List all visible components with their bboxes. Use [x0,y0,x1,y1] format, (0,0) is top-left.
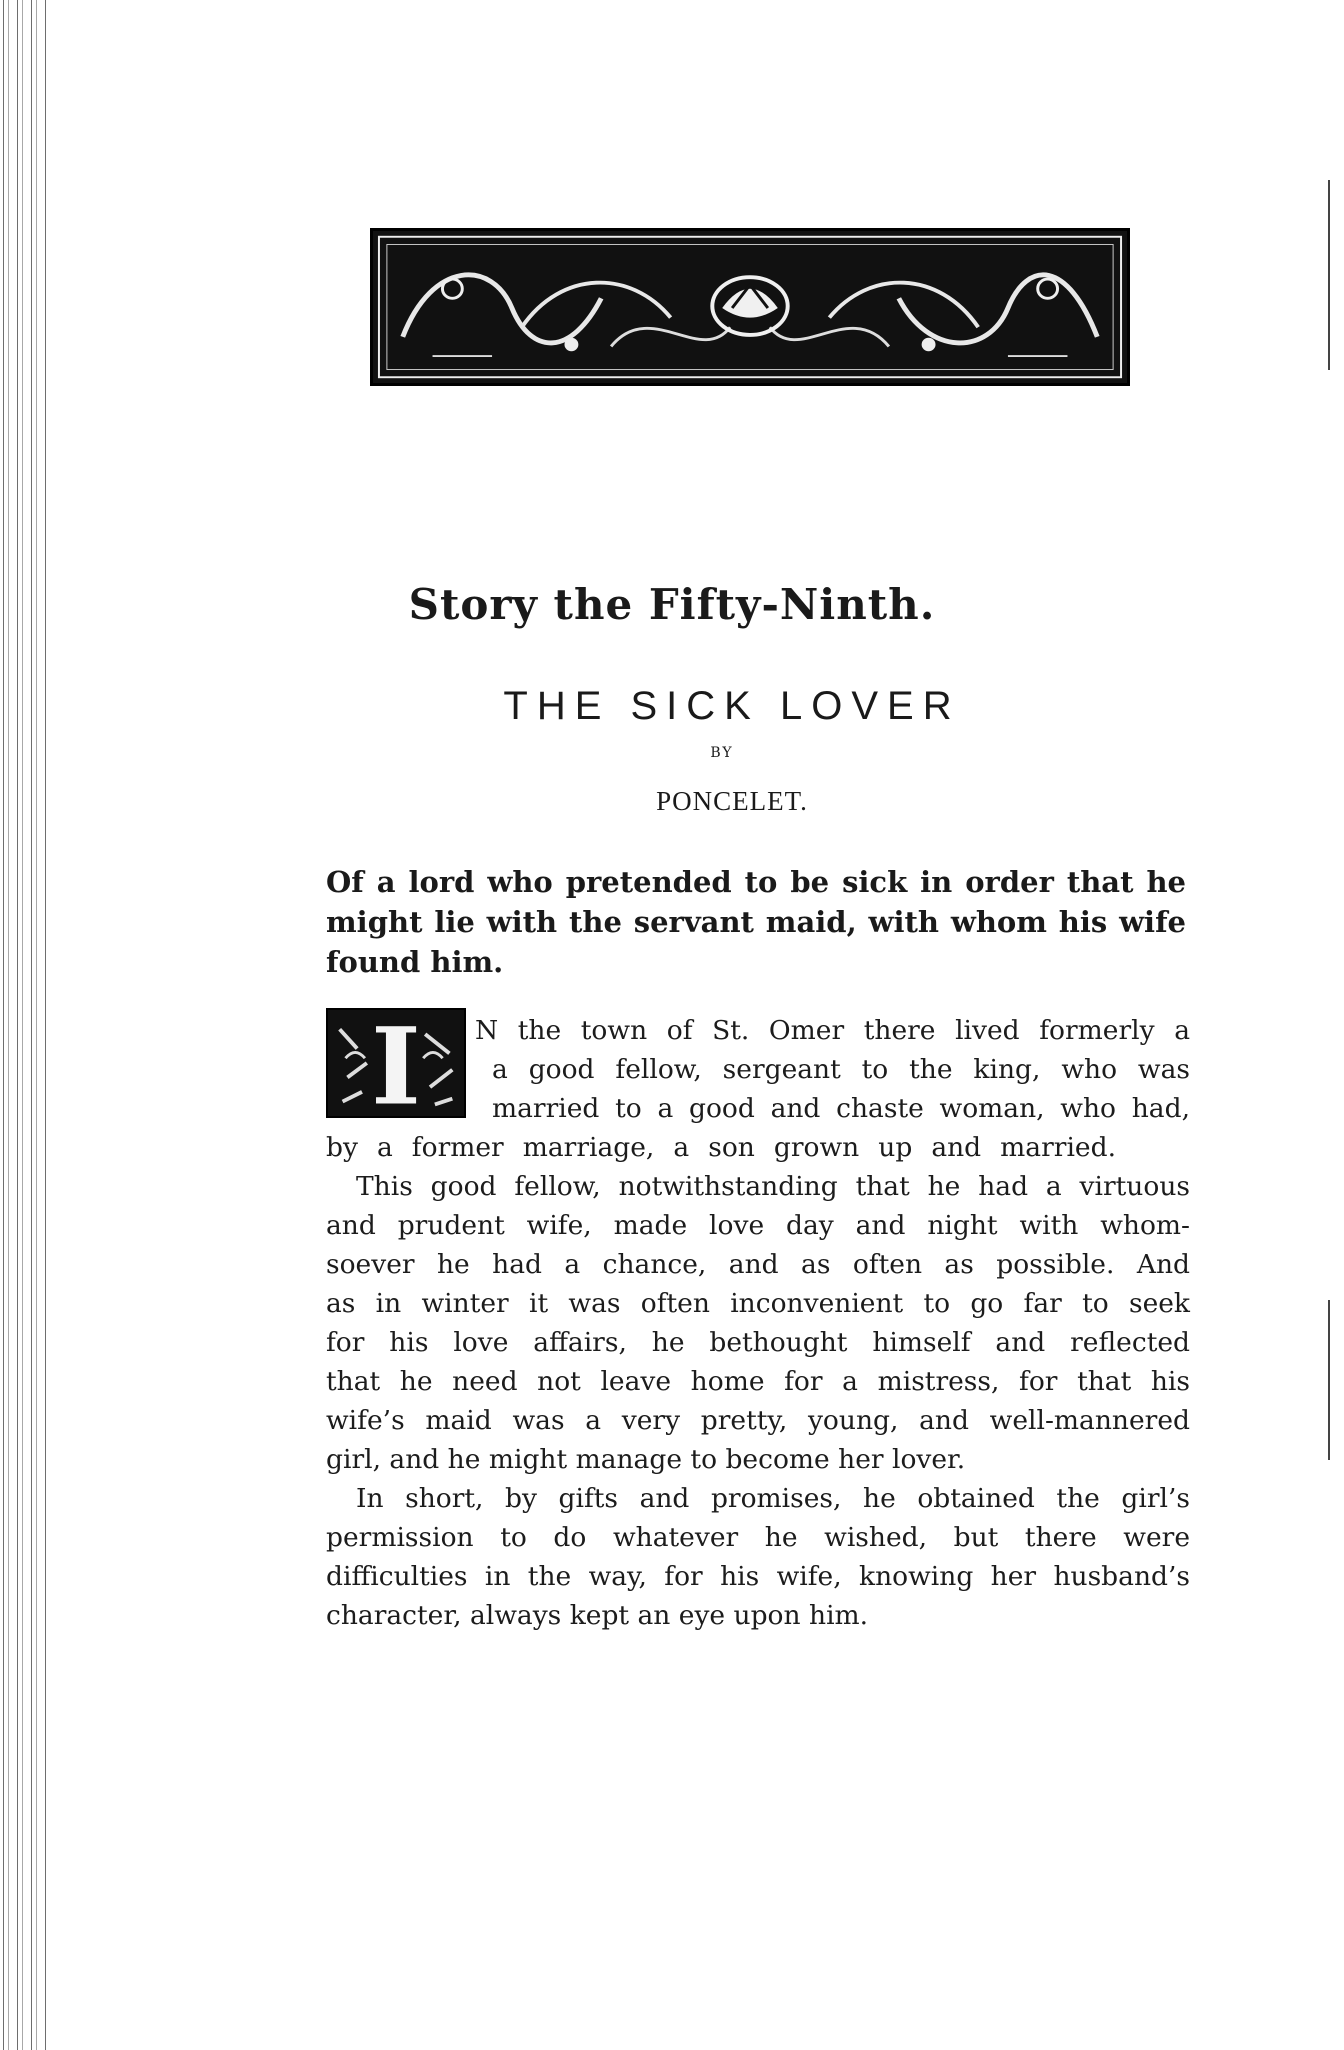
body-line: a good fellow, sergeant to the king, who was [492,1054,1190,1085]
body-line: This good fellow, notwithstanding that he had a virtuous [356,1171,1190,1202]
body-line: soever he had a chance, and as often as possible. And [326,1249,1190,1280]
body-line: married to a good and chaste woman, who had, [492,1093,1190,1124]
author-name: PONCELET. [656,786,808,816]
body-line: by a former marriage, a son grown up and married. [326,1132,1116,1163]
drop-cap-letter: I [371,1010,421,1116]
ornamental-headpiece [370,228,1130,386]
story-title: THE SICK LOVER [503,684,961,728]
body-line: girl, and he might manage to become her lover. [326,1444,966,1475]
page-binding-edge [0,0,46,2050]
byline-label: BY [710,745,734,761]
body-line: difficulties in the way, for his wife, knowing her husband’s [326,1561,1190,1592]
body-line: as in winter it was often inconvenient to go far to seek [326,1288,1190,1319]
body-line: for his love affairs, he bethought himself and reflected [326,1327,1190,1358]
body-line: In short, by gifts and promises, he obtained the girl’s [356,1483,1190,1514]
body-line: wife’s maid was a very pretty, young, and well-mannered [326,1405,1190,1436]
page-edge-mark [1328,180,1330,370]
story-heading: Story the Fifty-Ninth. [408,580,936,629]
body-line: permission to do whatever he wished, but there were [326,1522,1190,1553]
drop-cap-initial [326,1008,466,1118]
body-line: N the town of St. Omer there lived formerly a [475,1015,1190,1046]
page-edge-mark [1328,1300,1330,1460]
story-argument: Of a lord who pretended to be sick in order that he might lie with the servant maid, with whom his wife found him. [326,865,1186,979]
body-line: character, always kept an eye upon him. [326,1600,869,1631]
body-line: that he need not leave home for a mistress, for that his [326,1366,1190,1397]
body-line: and prudent wife, made love day and night with whom- [326,1210,1190,1241]
